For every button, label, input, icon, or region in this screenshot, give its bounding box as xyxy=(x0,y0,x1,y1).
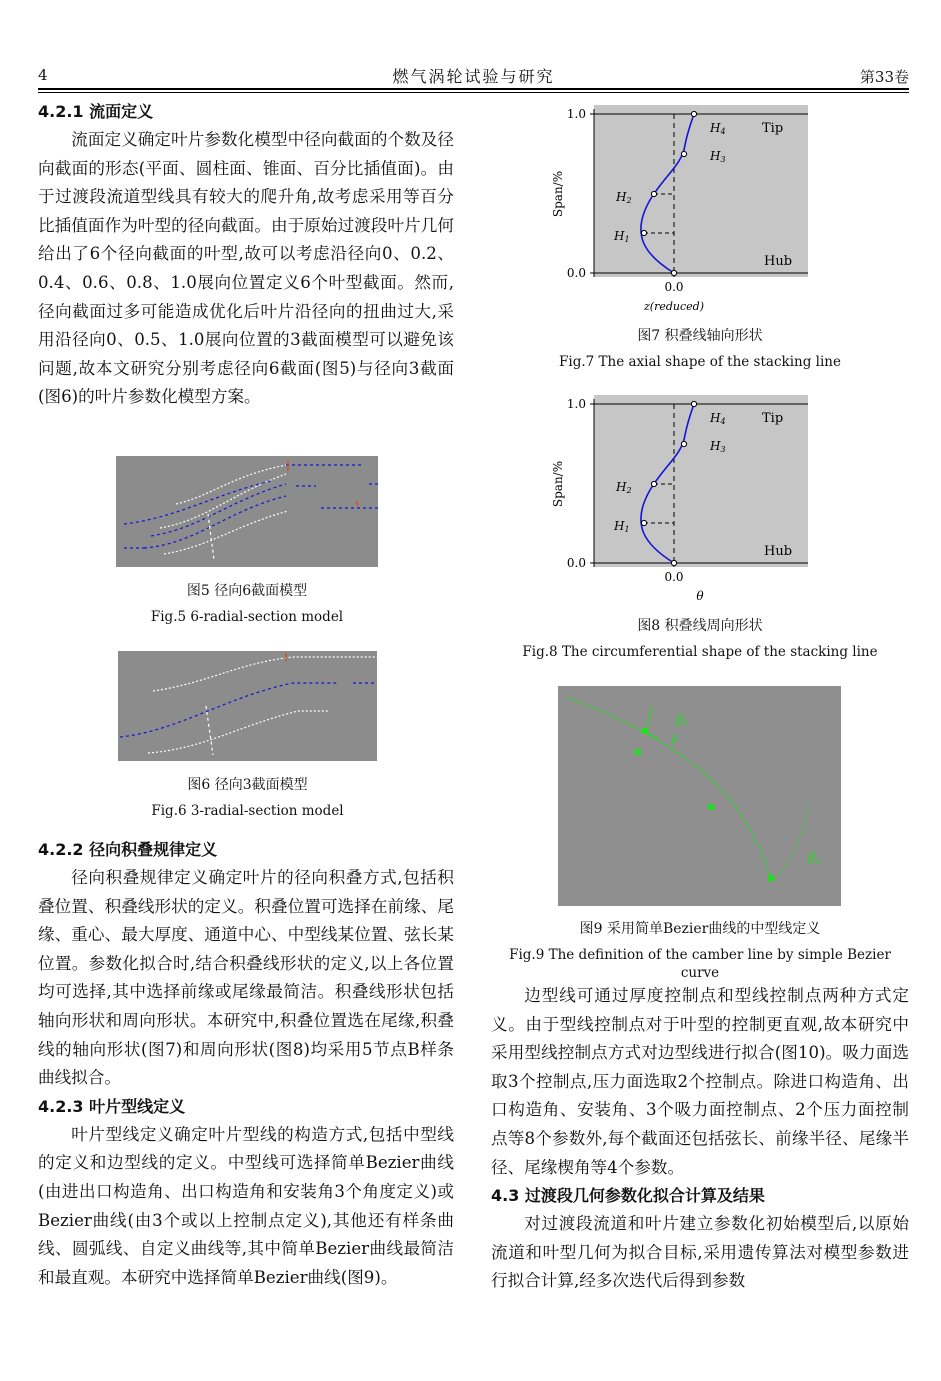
fig7-h4: H xyxy=(710,121,721,135)
section-4-2-1-body: 流面定义确定叶片参数化模型中径向截面的个数及径向截面的形态(平面、圆柱面、锥面、百分比插值面)。由于过渡段流道型线具有较大的爬升角,故考虑采用等百分比插值面作为叶型的径向截面。由于原始过渡段叶片几何给出了6个径向截面的叶型,故可以考虑沿径向0、0.2、0.4、0.6、0.8、1.0展向位置定义6个叶型截面。然而,径向截面过多可能造成优化后叶片沿径向的扭曲过大,采用沿径向0、0.5、1.0展向位置的3截面模型可以避免该问题,故本文研究分别考虑径向6截面(图5)与径向3截面(图6)的叶片参数化模型方案。 xyxy=(38,130,454,407)
figure-7-caption-cn: 图7 积叠线轴向形状 xyxy=(637,328,763,344)
section-4-3-title: 4.3 过渡段几何参数化拟合计算及结果 xyxy=(491,1186,765,1206)
fig8-h2: H xyxy=(616,480,627,494)
header-rule-thin xyxy=(38,92,909,93)
fig7-xtick: 0.0 xyxy=(664,280,684,294)
fig8-tip-label: Tip xyxy=(762,411,784,426)
fig7-h3-sub: 3 xyxy=(720,155,726,164)
fig8-xtick: 0.0 xyxy=(664,570,684,584)
figure-5-caption-en: Fig.5 6-radial-section model xyxy=(150,609,344,625)
figure-8-plot xyxy=(540,390,820,612)
edge-profile-paragraph: 边型线可通过厚度控制点和型线控制点两种方式定义。由于型线控制点对于叶型的控制更直观,故本研究中采用型线控制点方式对边型线进行拟合(图10)。吸力面选取3个控制点,压力面选取2个控制点。除进口构造角、出口构造角、安装角、3个吸力面控制点、2个压力面控制点等8个参数外,每个截面还包括弦长、前缘半径、尾缘半径、尾缘楔角等4个参数。 xyxy=(491,986,909,1177)
fig8-xlabel: θ xyxy=(696,589,704,603)
fig8-h1-sub: 1 xyxy=(624,525,630,534)
fig7-ytick-top: 1.0 xyxy=(566,107,586,121)
section-4-2-2-title: 4.2.2 径向积叠规律定义 xyxy=(38,840,218,859)
fig8-h4: H xyxy=(710,411,721,425)
fig7-hub-label: Hub xyxy=(764,254,793,269)
fig8-h3-sub: 3 xyxy=(720,445,726,454)
figure-8-caption-cn: 图8 积叠线周向形状 xyxy=(637,618,763,634)
fig9-gamma: γ xyxy=(670,731,678,746)
figure-5-caption-cn: 图5 径向6截面模型 xyxy=(186,583,308,599)
fig8-ytick-top: 1.0 xyxy=(566,397,586,411)
section-4-2-2-body: 径向积叠规律定义确定叶片的径向积叠方式,包括积叠位置、积叠线形状的定义。积叠位置可选择在前缘、尾缘、重心、最大厚度、通道中心、中型线某位置、弦长某位置。参数化拟合时,结合积叠线形状的定义,以上各位置均可选择,其中选择前缘或尾缘最简洁。积叠线形状包括轴向形状和周向形状。本研究中,积叠位置选在尾缘,积叠线的轴向形状(图7)和周向形状(图8)均采用5节点B样条曲线拟合。 xyxy=(38,868,454,1088)
figure-9-caption xyxy=(500,920,900,982)
figure-6-image xyxy=(118,651,377,765)
fig9-beta2: β xyxy=(808,851,816,866)
figure-7-plot xyxy=(540,100,820,322)
fig7-ytick-bottom: 0.0 xyxy=(566,266,586,280)
figure-9-image xyxy=(558,686,841,910)
page-number: 4 xyxy=(38,66,48,84)
section-4-2-1-title: 4.2.1 流面定义 xyxy=(38,102,154,121)
fig7-xlabel: z(reduced) xyxy=(644,300,704,313)
page-header xyxy=(38,58,909,86)
section-4-2-3-title: 4.2.3 叶片型线定义 xyxy=(38,1096,186,1116)
fig7-h1-sub: 1 xyxy=(624,235,630,244)
section-4-3-body: 对过渡段流道和叶片建立参数化初始模型后,以原始流道和叶型几何为拟合目标,采用遗传算法对模型参数进行拟合计算,经多次迭代后得到参数 xyxy=(491,1214,909,1291)
fig9-beta1: β xyxy=(676,713,684,728)
fig7-h2: H xyxy=(616,190,627,204)
section-4-2-3-body: 叶片型线定义确定叶片型线的构造方式,包括中型线的定义和边型线的定义。中型线可选择简单Bezier曲线(由进出口构造角、出口构造角和安装角3个角度定义)或Bezier曲线(由3个或以上控制点定义),其他还有样条曲线、圆弧线、自定义曲线等,其中简单Bezier曲线最简洁和最直观。本研究中选择简单Bezier曲线(图9)。 xyxy=(38,1124,454,1287)
fig9-beta2-sub: 2 xyxy=(815,857,821,866)
figure-6-caption-en: Fig.6 3-radial-section model xyxy=(151,803,344,819)
left-column-bottom xyxy=(38,836,454,1292)
figure-5-caption xyxy=(116,582,378,626)
figure-7-caption-en: Fig.7 The axial shape of the stacking line xyxy=(559,354,841,370)
fig8-h2-sub: 2 xyxy=(626,486,632,495)
volume-label: 第33卷 xyxy=(859,68,909,86)
figure-5-image xyxy=(116,456,378,571)
fig8-h4-sub: 4 xyxy=(720,417,726,426)
fig7-h3: H xyxy=(710,149,721,163)
fig7-h4-sub: 4 xyxy=(720,127,726,136)
figure-9-caption-cn: 图9 采用简单Bezier曲线的中型线定义 xyxy=(579,921,821,937)
left-column-top xyxy=(38,98,454,412)
fig8-ylabel: Span/% xyxy=(551,460,565,508)
header-rule-thick xyxy=(38,88,909,90)
right-column-text xyxy=(491,982,909,1296)
fig7-h1: H xyxy=(614,229,625,243)
fig9-beta1-sub: 1 xyxy=(683,719,689,728)
fig7-h2-sub: 2 xyxy=(626,196,632,205)
fig8-hub-label: Hub xyxy=(764,544,793,559)
journal-title: 燃气涡轮试验与研究 xyxy=(392,67,555,86)
fig7-tip-label: Tip xyxy=(762,121,784,136)
figure-9-caption-en: Fig.9 The definition of the camber line by simple Bezier curve xyxy=(509,947,891,981)
figure-7-caption xyxy=(540,327,860,371)
fig8-ytick-bottom: 0.0 xyxy=(566,556,586,570)
figure-8-caption xyxy=(522,617,878,661)
figure-6-caption xyxy=(118,776,377,820)
fig8-h3: H xyxy=(710,439,721,453)
fig7-ylabel: Span/% xyxy=(551,170,565,218)
figure-8-caption-en: Fig.8 The circumferential shape of the stacking line xyxy=(522,644,878,660)
figure-6-caption-cn: 图6 径向3截面模型 xyxy=(187,777,308,793)
fig8-h1: H xyxy=(614,519,625,533)
